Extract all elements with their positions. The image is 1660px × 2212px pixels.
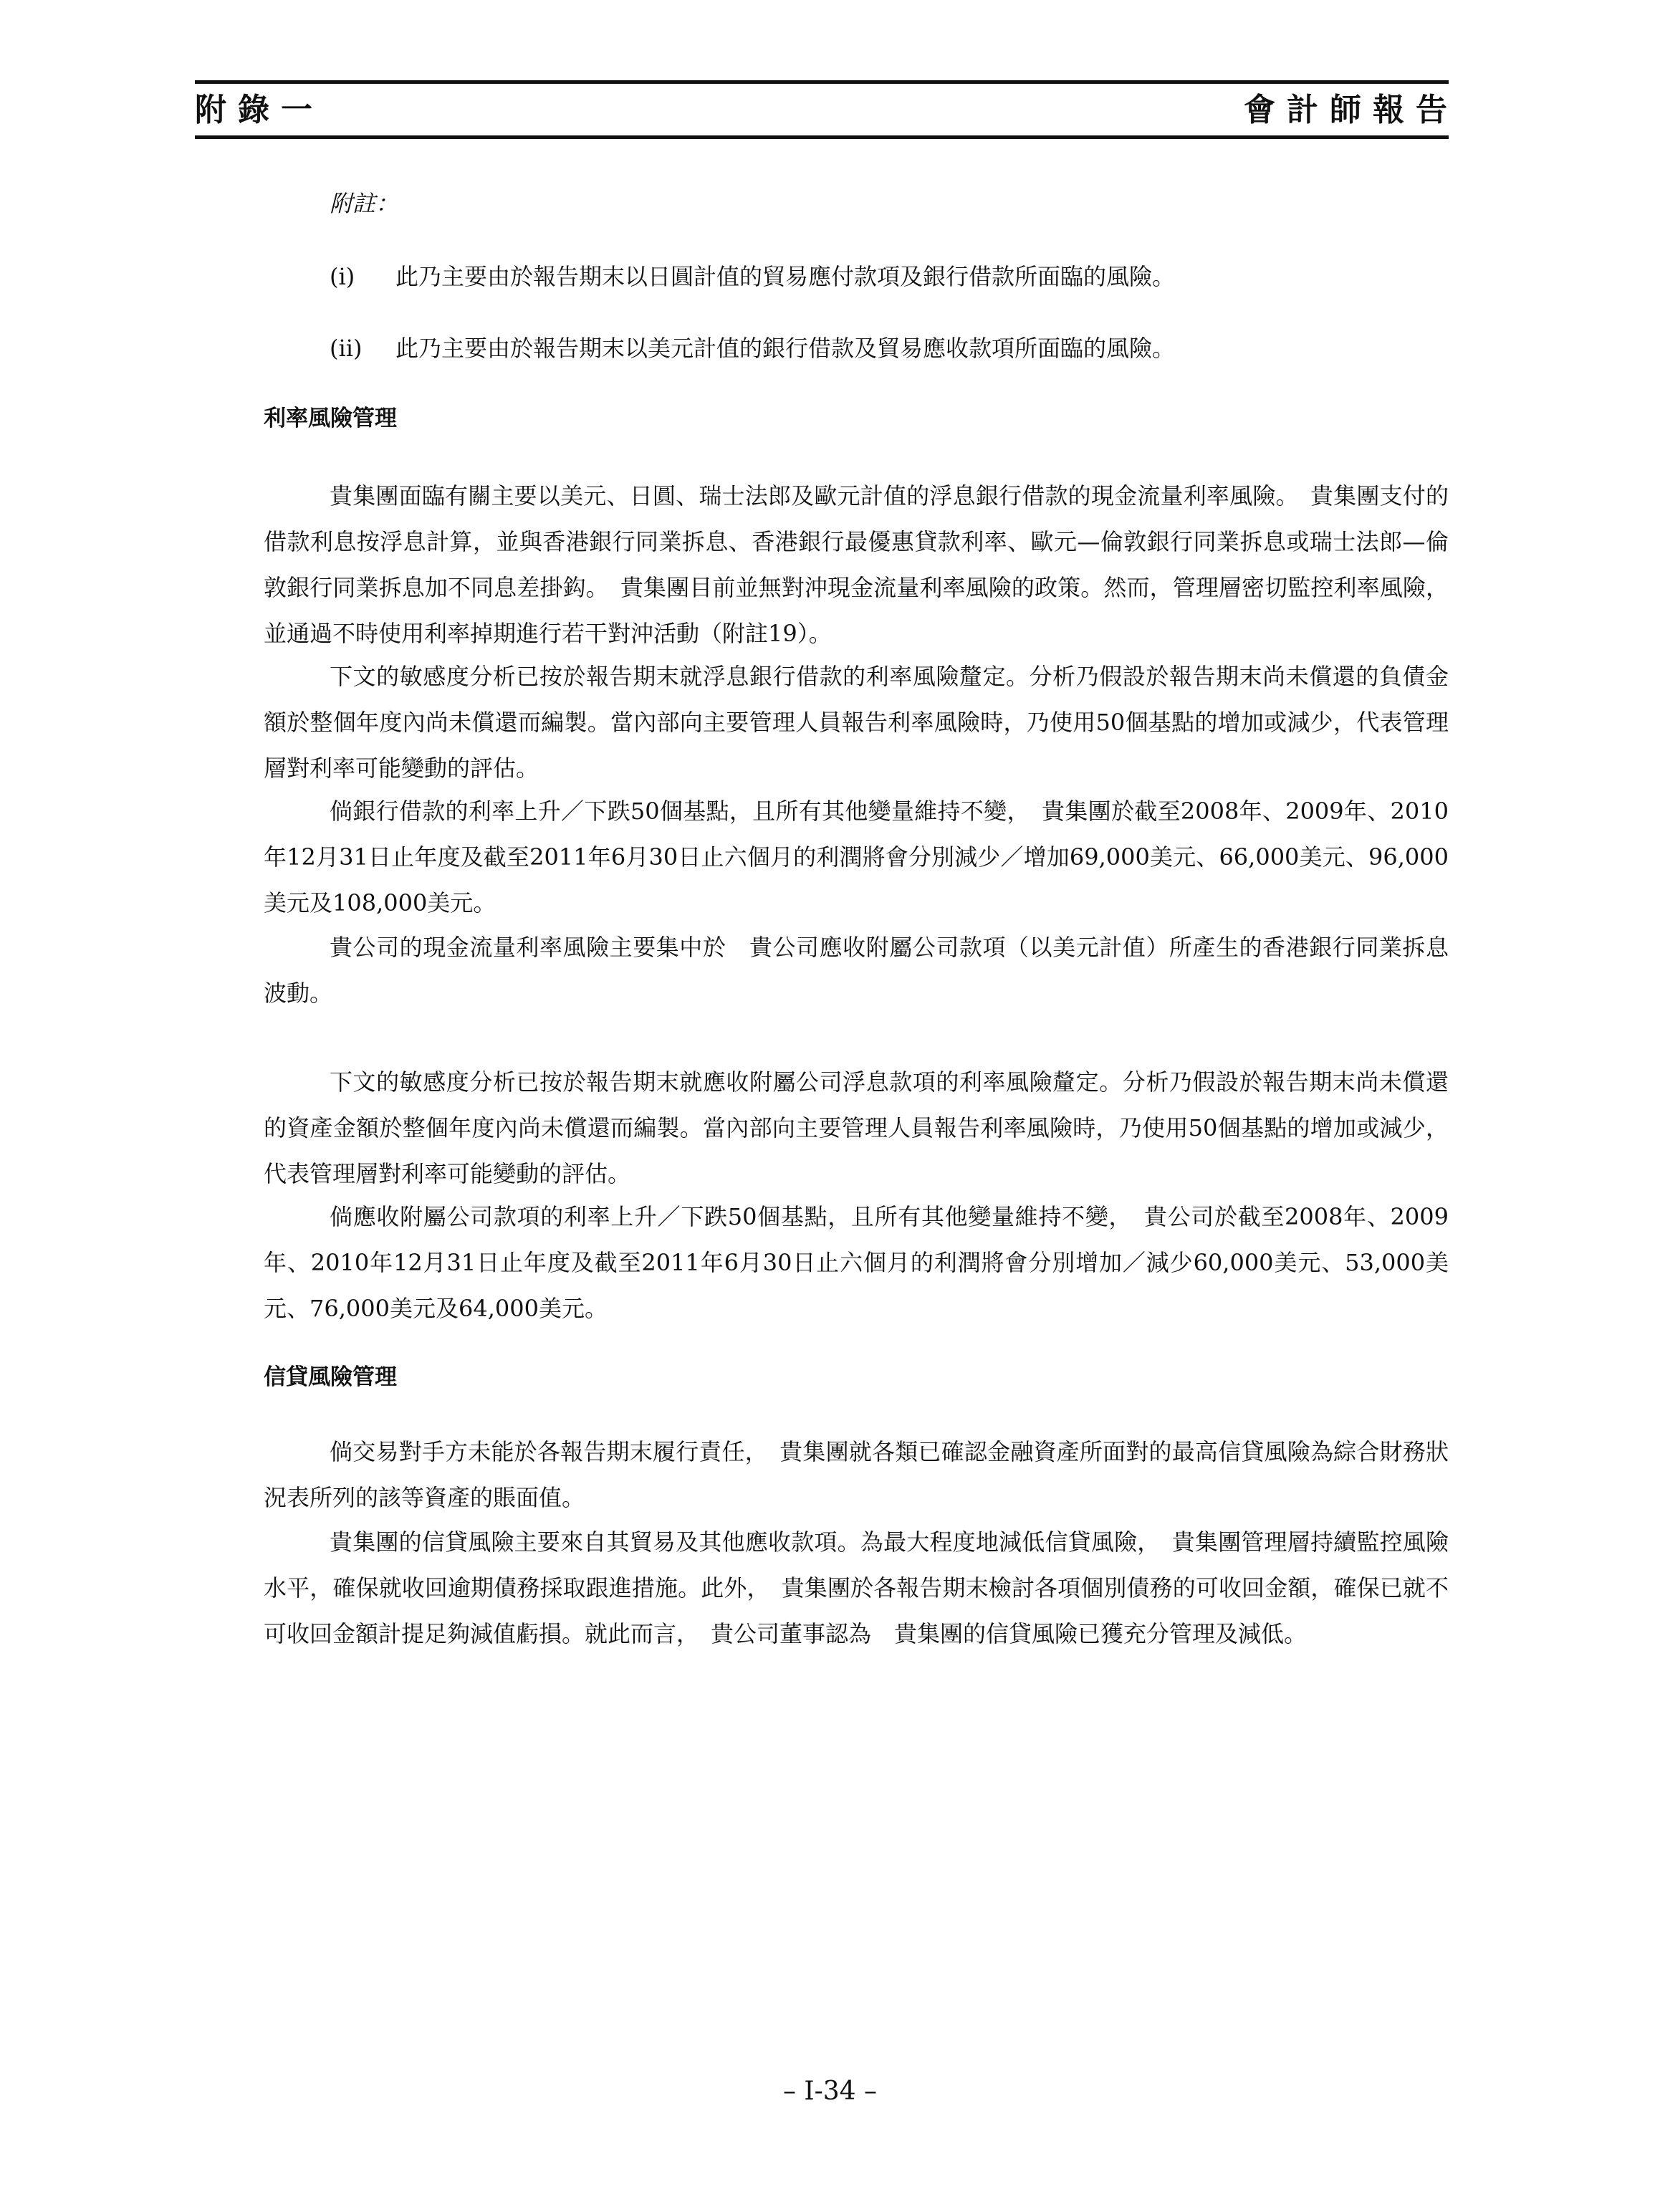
header-top-rule [195,80,1449,84]
paragraph: 貴公司的現金流量利率風險主要集中於 貴公司應收附屬公司款項（以美元計值）所產生的香港銀行同業拆息波動。 [264,934,1449,1007]
note-item [330,332,1175,364]
paragraph: 貴集團面臨有關主要以美元、日圓、瑞士法郎及歐元計值的浮息銀行借款的現金流量利率風險。 貴集團支付的借款利息按浮息計算，並與香港銀行同業拆息、香港銀行最優惠貸款利率、歐元—倫敦銀行同業拆息或瑞士法郎—倫敦銀行同業拆息加不同息差掛鈎。 貴集團目前並無對沖現金流量利率風險的政策。然而，管理層密切監控利率風險，並通過不時使用利率掉期進行若干對沖活動（附註19）。 [264,482,1449,647]
section-title-interest-rate-risk: 利率風險管理 [264,406,397,431]
note-number: (ii) [330,335,363,362]
note-number: (i) [330,263,355,290]
appendix-title: 附錄一 [195,92,324,128]
paragraph: 倘交易對手方未能於各報告期末履行責任， 貴集團就各類已確認金融資產所面對的最高信貸風險為綜合財務狀況表所列的該等資產的賬面值。 [264,1438,1449,1511]
paragraph: 倘應收附屬公司款項的利率上升／下跌50個基點，且所有其他變量維持不變， 貴公司於截至2008年、2009年、2010年12月31日止年度及截至2011年6月30日止六個月的利潤將會分別增加／減少60,000美元、53,000美元、76,000美元及64,000美元。 [264,1203,1449,1322]
notes-label: 附註： [330,190,399,217]
page-header [195,80,1459,139]
page-number: – I-34 – [782,2077,878,2106]
paragraph: 下文的敏感度分析已按於報告期末就應收附屬公司浮息款項的利率風險釐定。分析乃假設於報告期末尚未償還的資產金額於整個年度內尚未償還而編製。當內部向主要管理人員報告利率風險時，乃使用50個基點的增加或減少，代表管理層對利率可能變動的評估。 [264,1068,1449,1187]
note-text: 此乃主要由於報告期末以美元計值的銀行借款及貿易應收款項所面臨的風險。 [395,335,1176,362]
paragraph: 貴集團的信貸風險主要來自其貿易及其他應收款項。為最大程度地減低信貸風險， 貴集團管理層持續監控風險水平，確保就收回逾期債務採取跟進措施。此外， 貴集團於各報告期末檢討各項個別債務的可收回金額，確保已就不可收回金額計提足夠減值虧損。就此而言， 貴公司董事認為 貴集團的信貸風險已獲充分管理及減低。 [264,1528,1449,1647]
paragraph: 倘銀行借款的利率上升／下跌50個基點，且所有其他變量維持不變， 貴集團於截至2008年、2009年、2010年12月31日止年度及截至2011年6月30日止六個月的利潤將會分別減少／增加69,000美元、66,000美元、96,000美元及108,000美元。 [264,798,1449,916]
note-text: 此乃主要由於報告期末以日圓計值的貿易應付款項及銀行借款所面臨的風險。 [395,263,1176,290]
paragraph: 下文的敏感度分析已按於報告期末就浮息銀行借款的利率風險釐定。分析乃假設於報告期末尚未償還的負債金額於整個年度內尚未償還而編製。當內部向主要管理人員報告利率風險時，乃使用50個基點的增加或減少，代表管理層對利率可能變動的評估。 [264,663,1449,782]
note-item [330,261,1175,292]
section-title-credit-risk: 信貸風險管理 [264,1364,397,1390]
report-title: 會計師報告 [1244,92,1459,128]
header-bottom-rule [195,135,1449,139]
